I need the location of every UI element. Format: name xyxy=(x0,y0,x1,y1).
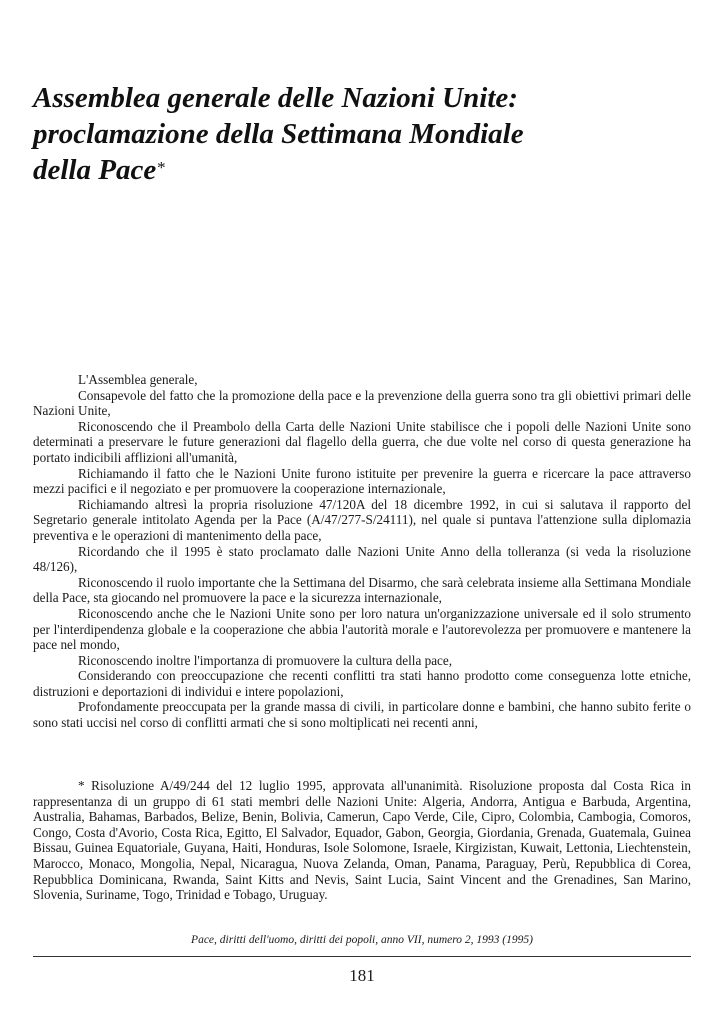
journal-reference: Pace, diritti dell'uomo, diritti dei popoli, anno VII, numero 2, 1993 (1995) xyxy=(191,934,533,946)
paragraph: Richiamando il fatto che le Nazioni Unite furono istituite per prevenire la guerra e ricercare la pace attraverso mezzi pacifici e il negoziato e per promuovere la cooperazione internazionale, xyxy=(33,465,691,497)
article-title xyxy=(33,80,693,188)
paragraph: Riconoscendo che il Preambolo della Carta delle Nazioni Unite stabilisce che i popoli delle Nazioni Unite sono determinati a preservare le future generazioni dal flagello della guerra, che due volte nel corso di questa generazione ha portato indicibili afflizioni all'umanità, xyxy=(33,418,691,465)
page-number: 181 xyxy=(349,966,375,985)
title-footnote-mark: * xyxy=(156,158,165,177)
paragraph: Considerando con preoccupazione che recenti conflitti tra stati hanno prodotto come conseguenza lotte etniche, distruzioni e deportazioni di individui e intere popolazioni, xyxy=(33,668,691,699)
footer-divider xyxy=(33,956,691,957)
paragraph: Riconoscendo anche che le Nazioni Unite sono per loro natura un'organizzazione universale ed il solo strumento per l'interdipendenza globale e la cooperazione che abbia l'autorità morale e l'autorevolezza per promuovere e mantenere la pace nel mondo, xyxy=(33,605,691,653)
footnote xyxy=(33,778,691,903)
title-line-2: proclamazione della Settimana Mondiale xyxy=(33,118,524,150)
title-line-1: Assemblea generale delle Nazioni Unite: xyxy=(33,82,518,114)
paragraph: Profondamente preoccupata per la grande massa di civili, in particolare donne e bambini, che hanno subito ferite o sono stati uccisi nel corso di conflitti armati che si sono moltiplicati nei recenti anni, xyxy=(33,699,691,731)
title-line-3 xyxy=(33,152,693,188)
footnote-text: * Risoluzione A/49/244 del 12 luglio 1995, approvata all'unanimità. Risoluzione proposta dal Costa Rica in rappresentanza di un gruppo di 61 stati membri delle Nazioni Unite: Algeria, Andorra, Antigua e Barbuda, Argentina, Australia, Bahamas, Barbados, Belize, Benin, Bolivia, Camerun, Capo Verde, Cile, Cipro, Colombia, Cambogia, Comoros, Congo, Costa d'Avorio, Costa Rica, Egitto, El Salvador, Equador, Gabon, Georgia, Giordania, Grenada, Guatemala, Guinea Bissau, Guinea Equatoriale, Guyana, Haiti, Honduras, Isole Solomone, Israele, Kirgizistan, Kuwait, Lettonia, Liechtenstein, Marocco, Monaco, Mongolia, Nepal, Nicaragua, Nuova Zelanda, Oman, Panama, Paraguay, Perù, Repubblica di Corea, Repubblica Dominicana, Rwanda, Saint Kitts and Nevis, Saint Lucia, Saint Vincent and the Grenadines, San Marino, Slovenia, Suriname, Togo, Trinidad e Tobago, Uruguay. xyxy=(33,778,691,903)
title-line-3-text: della Pace xyxy=(33,154,157,186)
paragraph: Ricordando che il 1995 è stato proclamato dalle Nazioni Unite Anno della tolleranza (si veda la risoluzione 48/126), xyxy=(33,543,691,575)
paragraph: Consapevole del fatto che la promozione della pace e la prevenzione della guerra sono tra gli obiettivi primari delle Nazioni Unite, xyxy=(33,387,691,419)
resolution-body xyxy=(33,372,691,731)
paragraph: Riconoscendo il ruolo importante che la Settimana del Disarmo, che sarà celebrata insieme alla Settimana Mondiale della Pace, sta giocando nel promuovere la pace e la sicurezza internazionale, xyxy=(33,574,691,606)
paragraph: Richiamando altresì la propria risoluzione 47/120A del 18 dicembre 1992, in cui si salutava il rapporto del Segretario generale intitolato Agenda per la Pace (A/47/277-S/24111), nel quale si puntava l'attenzione sulla diplomazia preventiva e le operazioni di mantenimento della pace, xyxy=(33,496,691,543)
paragraph: Riconoscendo inoltre l'importanza di promuovere la cultura della pace, xyxy=(78,652,453,668)
paragraph: L'Assemblea generale, xyxy=(78,372,198,387)
